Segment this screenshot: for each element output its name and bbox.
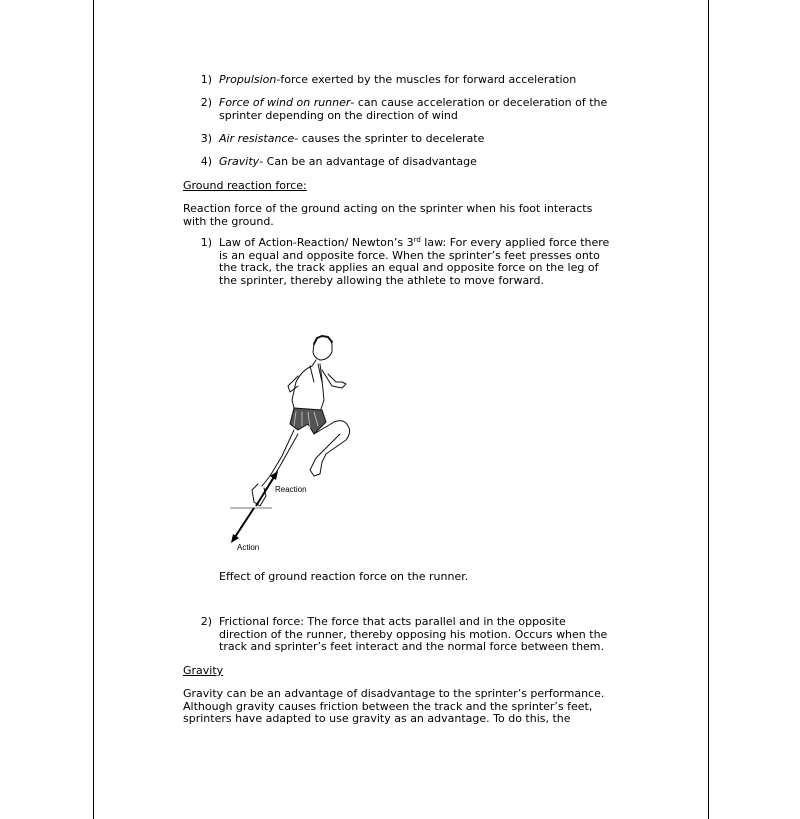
reaction-label: Reaction: [275, 485, 307, 494]
sprinter-front-arm: [322, 370, 346, 388]
action-label: Action: [237, 543, 260, 552]
grf-intro: Reaction force of the ground acting on the sprinter when his foot interacts with the ground.: [183, 202, 593, 228]
list-item-wind: [219, 97, 619, 122]
term: Force of wind on runner: [219, 96, 351, 109]
list-number: 2): [200, 615, 212, 628]
section-heading-gravity: Gravity: [183, 664, 224, 677]
list-number: 1): [200, 73, 212, 86]
list-number: 3): [200, 132, 212, 145]
term-desc: - causes the sprinter to decelerate: [294, 132, 485, 145]
action-arrowhead: [231, 534, 239, 543]
action-arrow: [235, 508, 254, 537]
newton-text-post: law: For every applied force there is an equal and opposite force. When the sprinter’s feet presses onto the track, the track applies an equal and opposite force on the leg of the sprinter, thereby allowing the athlete to move forward.: [219, 236, 610, 287]
list-item-gravity: [219, 156, 619, 169]
ordinal-suffix: rd: [413, 236, 421, 244]
term-desc: - can cause acceleration or deceleration of the sprinter depending on the direction of wind: [219, 96, 608, 122]
term-desc: -force exerted by the muscles for forward acceleration: [276, 73, 577, 86]
list-number: 2): [200, 96, 212, 109]
term: Air resistance: [219, 132, 295, 145]
list-item-friction: Frictional force: The force that acts parallel and in the opposite direction of the runner, thereby opposing his motion. Occurs when the track and sprinter’s feet interact and the normal force between them.: [219, 615, 608, 653]
sprinter-hair: [314, 336, 332, 344]
list-item-newton-law: [219, 237, 615, 287]
term: Propulsion: [219, 73, 277, 86]
sprinter-back-arm: [288, 376, 298, 392]
list-number: 4): [200, 155, 212, 168]
list-item-propulsion: [219, 74, 619, 87]
list-item-air-resistance: [219, 133, 619, 146]
newton-text-pre: Law of Action-Reaction/ Newton’s 3: [219, 236, 414, 249]
term: Gravity: [219, 155, 260, 168]
section-heading-grf: Ground reaction force:: [183, 179, 307, 192]
gravity-paragraph: Gravity can be an advantage of disadvantage to the sprinter’s performance. Although gravity causes friction between the track and the sprinter’s feet, sprinters have adapted to use gravity as an advantage. To do this, the: [183, 687, 605, 725]
sprinter-figure: [222, 330, 362, 560]
sprinter-front-shoe: [310, 458, 322, 476]
reaction-arrowhead: [270, 471, 278, 480]
term-desc: - Can be an advantage of disadvantage: [259, 155, 477, 168]
list-number: 1): [200, 236, 212, 249]
figure-caption: Effect of ground reaction force on the runner.: [219, 570, 469, 583]
